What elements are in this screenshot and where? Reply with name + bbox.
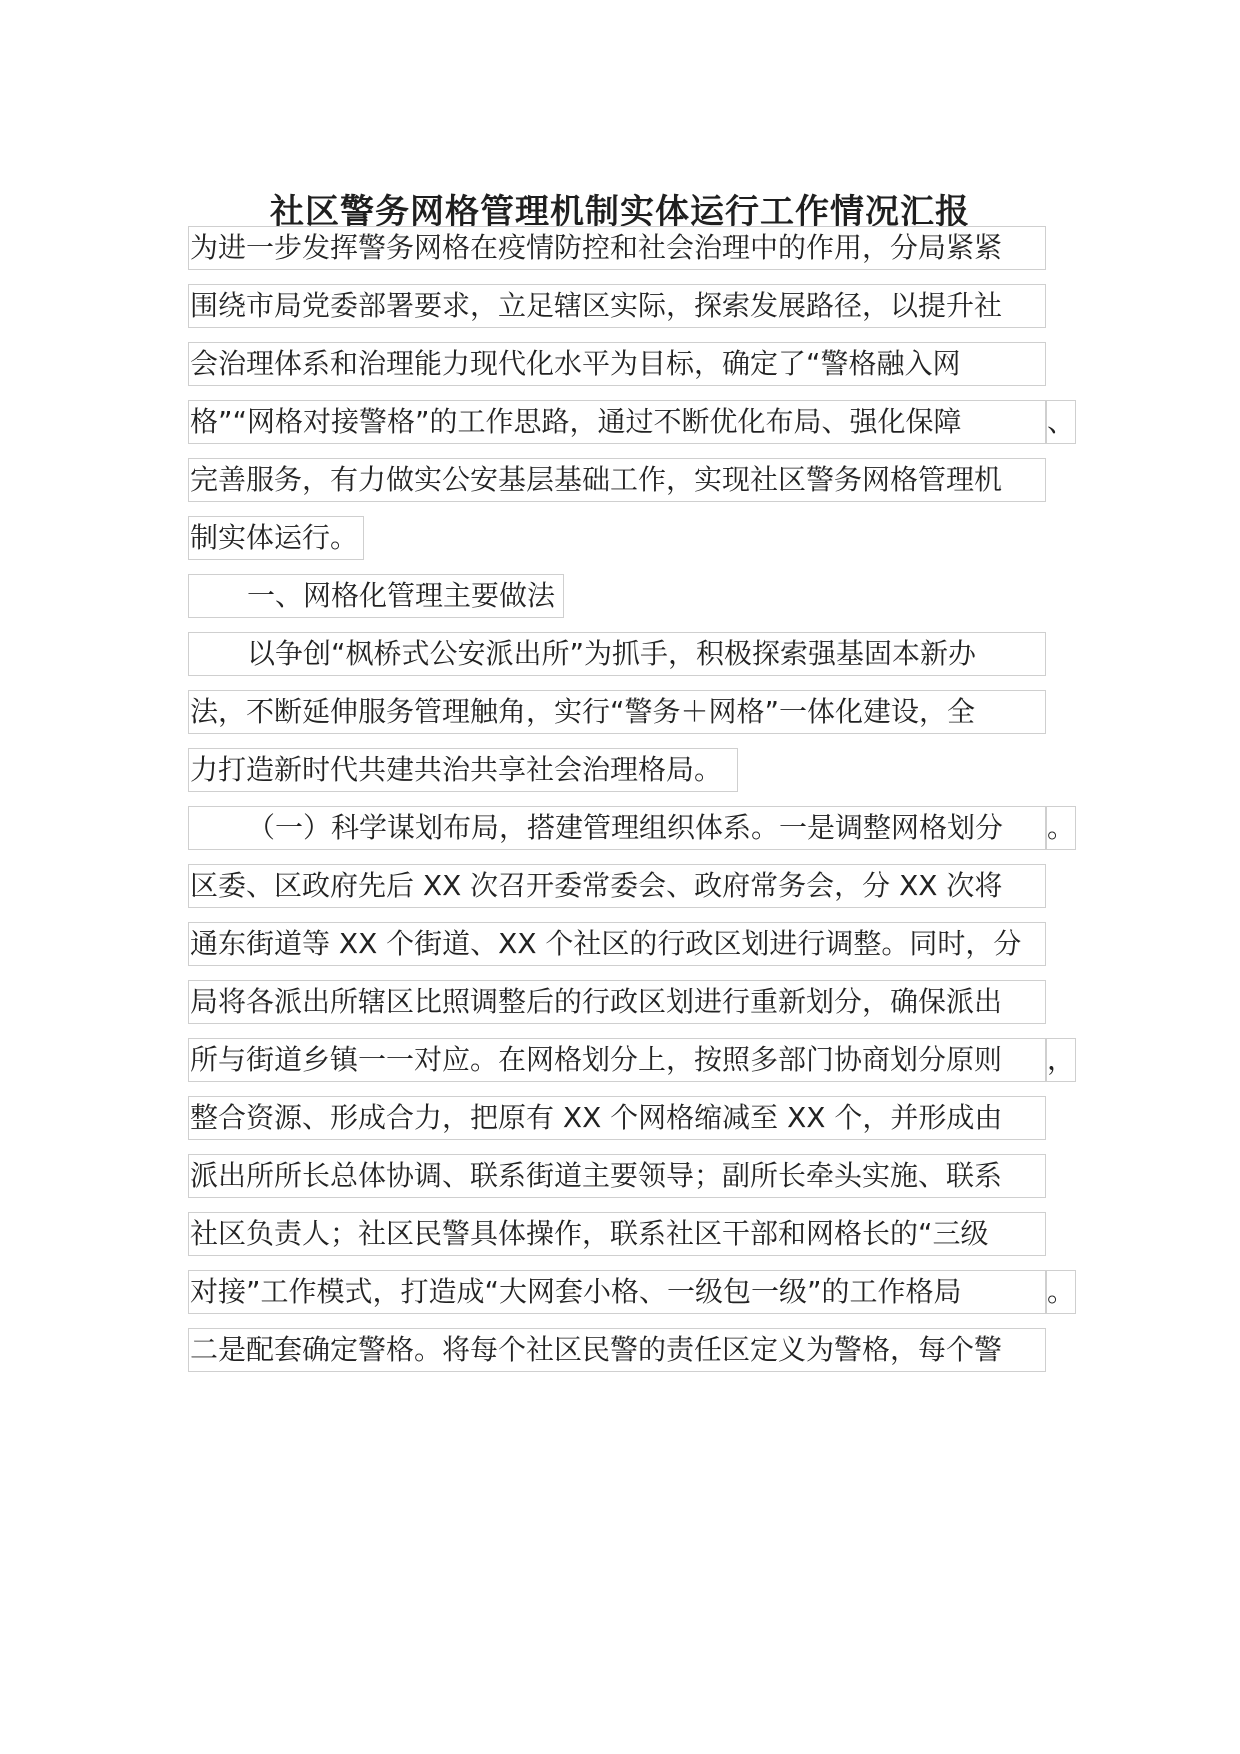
text-line: 制实体运行。 [188, 516, 364, 560]
text-line: 格”“网格对接警格”的工作思路，通过不断优化布局、强化保障 [188, 400, 1046, 444]
document-title: 社区警务网格管理机制实体运行工作情况汇报 [270, 192, 970, 232]
text-line-tail: 、 [1046, 400, 1076, 444]
text-line: 二是配套确定警格。将每个社区民警的责任区定义为警格，每个警 [188, 1328, 1046, 1372]
text-line: 对接”工作模式，打造成“大网套小格、一级包一级”的工作格局 [188, 1270, 1046, 1314]
text-line: 法，不断延伸服务管理触角，实行“警务＋网格”一体化建设，全 [188, 690, 1046, 734]
subsection-line: （一）科学谋划布局，搭建管理组织体系。一是调整网格划分 [188, 806, 1046, 850]
text-line: 通东街道等 XX 个街道、XX 个社区的行政区划进行调整。同时，分 [188, 922, 1046, 966]
text-line: 局将各派出所辖区比照调整后的行政区划进行重新划分，确保派出 [188, 980, 1046, 1024]
text-line: 派出所所长总体协调、联系街道主要领导；副所长牵头实施、联系 [188, 1154, 1046, 1198]
text-line: 社区负责人；社区民警具体操作，联系社区干部和网格长的“三级 [188, 1212, 1046, 1256]
text-line: 区委、区政府先后 XX 次召开委常委会、政府常务会，分 XX 次将 [188, 864, 1046, 908]
text-line-tail: 。 [1046, 806, 1076, 850]
section-heading: 一、网格化管理主要做法 [188, 574, 564, 618]
text-line: 所与街道乡镇一一对应。在网格划分上，按照多部门协商划分原则 [188, 1038, 1046, 1082]
text-line-tail: ， [1046, 1038, 1076, 1082]
text-line-tail: 。 [1046, 1270, 1076, 1314]
text-line: 以争创“枫桥式公安派出所”为抓手，积极探索强基固本新办 [188, 632, 1046, 676]
text-line: 会治理体系和治理能力现代化水平为目标，确定了“警格融入网 [188, 342, 1046, 386]
text-line: 围绕市局党委部署要求，立足辖区实际，探索发展路径，以提升社 [188, 284, 1046, 328]
text-line: 力打造新时代共建共治共享社会治理格局。 [188, 748, 738, 792]
text-line: 为进一步发挥警务网格在疫情防控和社会治理中的作用，分局紧紧 [188, 226, 1046, 270]
text-line: 完善服务，有力做实公安基层基础工作，实现社区警务网格管理机 [188, 458, 1046, 502]
text-line: 整合资源、形成合力，把原有 XX 个网格缩减至 XX 个，并形成由 [188, 1096, 1046, 1140]
